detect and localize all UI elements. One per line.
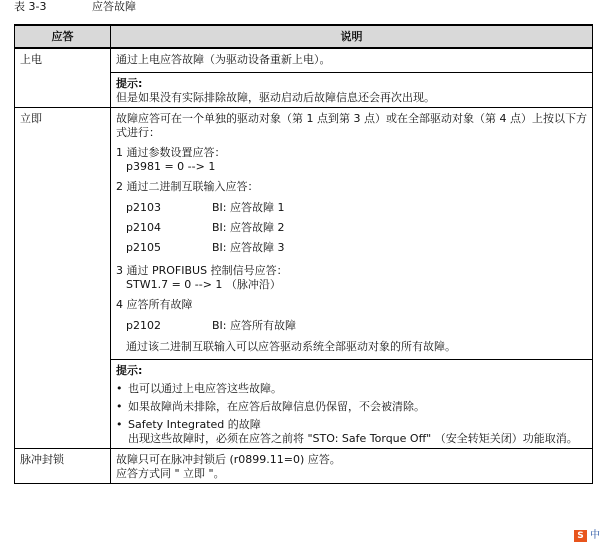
divider xyxy=(111,359,592,360)
table-row-pulse xyxy=(15,449,593,484)
item3-value: STW1.7 = 0 --> 1 （脉冲沿） xyxy=(126,278,281,291)
param-desc: BI: 应答故障 1 xyxy=(212,201,285,214)
param-row xyxy=(116,238,587,258)
bullet-icon: • xyxy=(116,418,123,431)
bullet-text: 如果故障尚未排除，在应答后故障信息仍保留，不会被清除。 xyxy=(128,400,425,413)
row-label-immediate: 立即 xyxy=(15,108,111,449)
header-response: 应答 xyxy=(15,25,111,48)
power-hint-label: 提示: xyxy=(116,77,143,90)
item3-title: 3 通过 PROFIBUS 控制信号应答： xyxy=(116,264,288,277)
bullet-text: 出现这些故障时，必须在应答之前将 "STO: Safe Torque Off" （安全转矩关闭）功能取消。 xyxy=(128,432,578,445)
item2-param-list xyxy=(116,198,587,258)
header-description: 说明 xyxy=(111,25,593,48)
table-header-row xyxy=(15,25,593,48)
item4-title: 4 应答所有故障 xyxy=(116,298,193,311)
item4-param: p2102 xyxy=(126,319,161,332)
bullet-item xyxy=(116,382,587,396)
item4-desc: BI: 应答所有故障 xyxy=(212,319,296,332)
table-caption xyxy=(14,0,136,13)
row-label-power: 上电 xyxy=(15,48,111,108)
pulse-text-1: 故障只可在脉冲封锁后 (r0899.11=0) 应答。 xyxy=(116,453,341,466)
table-title: 应答故障 xyxy=(92,0,136,13)
item2-title: 2 通过二进制互联输入应答： xyxy=(116,180,259,193)
table-number: 表 3-3 xyxy=(14,0,47,13)
divider xyxy=(111,72,592,73)
bullet-body xyxy=(128,418,578,446)
param-number: p2104 xyxy=(126,221,161,234)
param-row xyxy=(116,198,587,218)
bullet-icon: • xyxy=(116,400,123,413)
bullet-item xyxy=(116,418,587,446)
bullet-item xyxy=(116,400,587,414)
row-desc-immediate xyxy=(111,108,593,449)
table-row-power xyxy=(15,48,593,108)
bullet-title: Safety Integrated 的故障 xyxy=(128,418,261,431)
immediate-hint-label: 提示: xyxy=(116,364,143,377)
fault-ack-table xyxy=(14,24,593,484)
item4-note: 通过该二进制互联输入可以应答驱动系统全部驱动对象的所有故障。 xyxy=(126,340,456,353)
immediate-intro: 故障应答可在一个单独的驱动对象（第 1 点到第 3 点）或在全部驱动对象（第 4 点）上按以下方式进行： xyxy=(116,112,587,139)
pulse-text-2: 应答方式同 " 立即 "。 xyxy=(116,467,225,480)
row-desc-pulse xyxy=(111,449,593,484)
param-number: p2103 xyxy=(126,201,161,214)
param-desc: BI: 应答故障 3 xyxy=(212,241,285,254)
row-desc-power xyxy=(111,48,593,108)
power-hint-text: 但是如果没有实际排除故障，驱动启动后故障信息还会再次出现。 xyxy=(116,91,435,104)
item1-title: 1 通过参数设置应答： xyxy=(116,146,226,159)
table-row-immediate xyxy=(15,108,593,449)
param-number: p2105 xyxy=(126,241,161,254)
bullet-text: 也可以通过上电应答这些故障。 xyxy=(128,382,282,395)
watermark-logo-icon: S xyxy=(574,530,587,542)
watermark-logo-text: 中 xyxy=(590,530,600,541)
item4-param-row xyxy=(116,316,587,336)
param-row xyxy=(116,218,587,238)
param-desc: BI: 应答故障 2 xyxy=(212,221,285,234)
item1-value: p3981 = 0 --> 1 xyxy=(126,160,216,173)
power-text: 通过上电应答故障（为驱动设备重新上电）。 xyxy=(116,53,331,66)
bullet-icon: • xyxy=(116,382,123,395)
row-label-pulse: 脉冲封锁 xyxy=(15,449,111,484)
